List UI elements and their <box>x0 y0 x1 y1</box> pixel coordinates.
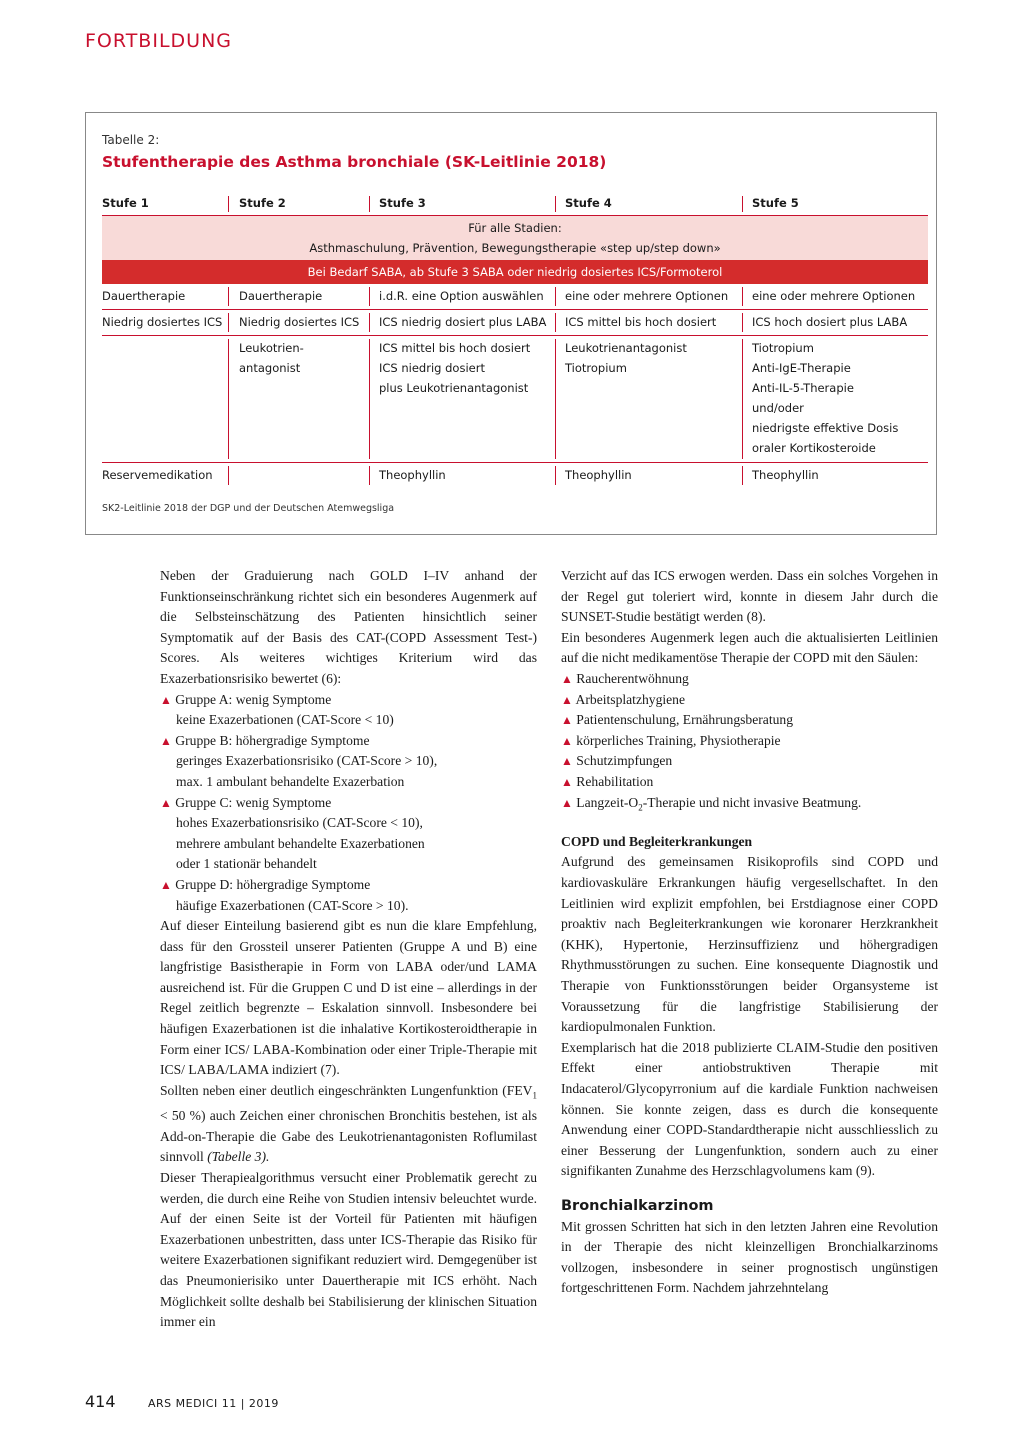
triangle-bullet-icon: ▲ <box>160 692 172 707</box>
list-item: ▲ körperliches Training, Physiotherapie <box>561 732 781 748</box>
triangle-bullet-icon: ▲ <box>160 795 172 810</box>
list-item: ▲ Patientenschulung, Ernährungsberatung <box>561 712 793 728</box>
table-header-cell: Stufe 5 <box>752 196 799 210</box>
all-stages-band <box>102 216 928 260</box>
list-item-detail: geringes Exazerbationsrisiko (CAT-Score > 10), <box>176 753 438 769</box>
table-box <box>85 112 937 535</box>
right-column <box>561 566 938 1299</box>
table-grid <box>102 193 928 488</box>
list-item: ▲ Rehabilitation <box>561 773 654 789</box>
paragraph: Dieser Therapiealgorithmus versucht einer Problematik gerecht zu werden, die durch eine Reihe von Studien intensiv beleuchtet wurde. Auf der einen Seite ist der Vorteil für Patienten mit häufigen Exazerbationen unbestritten, dass unter ICS-Therapie das Risiko für weitere Exazerbationen signifikant reduziert wird. Demgegenüber ist das Pneumonierisiko unter Dauertherapie mit ICS erhöht. Nach Möglichkeit sollte deshalb bei Stabilisierung der klinischen Situation immer ein <box>160 1169 537 1330</box>
table-label: Tabelle 2: <box>102 133 160 147</box>
table-row <box>102 310 928 336</box>
table-row <box>102 284 928 310</box>
list-item-detail: häufige Exazerbationen (CAT-Score > 10). <box>176 897 409 913</box>
triangle-bullet-icon: ▲ <box>160 877 172 892</box>
table-title: Stufentherapie des Asthma bronchiale (SK-Leitlinie 2018) <box>102 153 607 171</box>
list-item: ▲ Arbeitsplatzhygiene <box>561 691 686 707</box>
list-item: ▲ Gruppe A: wenig Symptome <box>160 691 332 707</box>
list-item-detail: mehrere ambulant behandelte Exazerbationen <box>176 835 425 851</box>
table-cell: Niedrig dosiertes ICS <box>102 315 223 329</box>
all-stages-line1: Für alle Stadien: <box>468 221 562 235</box>
paragraph: Mit grossen Schritten hat sich in den letzten Jahren eine Revolution in der Therapie des nicht kleinzelligen Bronchialkarzinoms vollzogen, insbesondere in seiner prognostisch ungünstigen fortgeschrittenen Form. Nachdem jahrzehntelang <box>561 1218 938 1296</box>
table-cell: Theophyllin <box>565 468 632 482</box>
table-cell: ICS mittel bis hoch dosiert ICS niedrig dosiert plus Leukotrienantagonist <box>379 341 531 395</box>
table-header-row <box>102 193 928 216</box>
table-cell: Leukotrienantagonist Tiotropium <box>565 341 687 375</box>
table-header-cell: Stufe 4 <box>565 196 612 210</box>
table-cell: Dauertherapie <box>102 289 186 303</box>
table-cell: Tiotropium Anti-IgE-Therapie Anti-IL-5-Therapie und/oder niedrigste effektive Dosis oraler Kortikosteroide <box>752 341 899 455</box>
all-stages-line2: Asthmaschulung, Prävention, Bewegungstherapie «step up/step down» <box>309 241 721 255</box>
list-item-detail: keine Exazerbationen (CAT-Score < 10) <box>176 712 394 728</box>
list-item: ▲ Gruppe D: höhergradige Symptome <box>160 876 371 892</box>
triangle-bullet-icon: ▲ <box>561 692 573 707</box>
table-cell: i.d.R. eine Option auswählen <box>379 289 544 303</box>
triangle-bullet-icon: ▲ <box>561 671 573 686</box>
triangle-bullet-icon: ▲ <box>561 754 573 769</box>
journal-name: ARS MEDICI 11 | 2019 <box>148 1397 279 1410</box>
paragraph: Ein besonderes Augenmerk legen auch die aktualisierten Leitlinien auf die nicht medikamentöse Therapie der COPD mit den Säulen: <box>561 629 938 666</box>
triangle-bullet-icon: ▲ <box>561 733 573 748</box>
table-cell: ICS hoch dosiert plus LABA <box>752 315 908 329</box>
table-cell: ICS mittel bis hoch dosiert <box>565 315 717 329</box>
list-item: ▲ Schutzimpfungen <box>561 753 673 769</box>
table-footnote: SK2-Leitlinie 2018 der DGP und der Deutschen Atemwegsliga <box>102 503 395 514</box>
paragraph: Exemplarisch hat die 2018 publizierte CLAIM-Studie den positiven Effekt einer antiobstruktiven Therapie mit Indacaterol/Glycopyrronium auf die kardiale Funktion nachweisen können. Sie konnte zeigen, dass es durch die konsequente Anwendung einer COPD-Standardtherapie nicht ausschliesslich zu einer Besserung der Lungenfunktion, sondern auch zu einer signifikanten Zunahme des Herzschlagvolumens kam (9). <box>561 1039 938 1179</box>
table-row <box>102 336 928 463</box>
table-cell: eine oder mehrere Optionen <box>565 289 729 303</box>
subheading: COPD und Begleiterkrankungen <box>561 833 753 849</box>
triangle-bullet-icon: ▲ <box>160 733 172 748</box>
page-number: 414 <box>85 1392 116 1411</box>
list-item: ▲ Raucherentwöhnung <box>561 670 689 686</box>
table-header-cell: Stufe 2 <box>239 196 286 210</box>
table-cell: eine oder mehrere Optionen <box>752 289 916 303</box>
paragraph: Verzicht auf das ICS erwogen werden. Dass ein solches Vorgehen in der Regel gut toleriert wird, konnte in diesem Jahr durch die SUNSET-Studie bestätigt werden (8). <box>561 568 938 625</box>
table-cell: Theophyllin <box>379 468 446 482</box>
table-cell: Leukotrien- antagonist <box>239 341 304 375</box>
list-item: ▲ Gruppe C: wenig Symptome <box>160 794 332 810</box>
triangle-bullet-icon: ▲ <box>561 774 573 789</box>
triangle-bullet-icon: ▲ <box>561 713 573 728</box>
table-cell: Niedrig dosiertes ICS <box>239 315 360 329</box>
table-row <box>102 463 928 488</box>
paragraph: Sollten neben einer deutlich eingeschränkten Lungenfunktion ($FEV_1 < 50$ %) auch Zeichen einer chronischen Bronchitis bestehen, ist als Add-on-Therapie die Gabe des Leukotrienantagonisten Roflumilast sinnvoll (Tabelle 3). <box>160 1082 537 1165</box>
list-item-detail: max. 1 ambulant behandelte Exazerbation <box>176 773 405 789</box>
list-item-detail: hohes Exazerbationsrisiko (CAT-Score < 10), <box>176 815 423 831</box>
list-item: ▲ Gruppe B: höhergradige Symptome <box>160 732 370 748</box>
section-heading: Bronchialkarzinom <box>561 1197 714 1214</box>
paragraph: Auf dieser Einteilung basierend gibt es nun die klare Empfehlung, dass für den Grossteil unserer Patienten (Gruppe A und B) eine langfristige Basistherapie in Form von LABA oder/und LAMA ausreichend ist. Für die Gruppen C und D ist eine – allerdings in der Regel zeitlich begrenzte – Eskalation sinnvoll. Insbesondere bei häufigen Exazerbationen ist die inhalative Kortikosteroidtherapie in Form einer ICS/ LABA-Kombination oder einer Triple-Therapie mit ICS/ LABA/LAMA indiziert (7). <box>160 918 537 1078</box>
left-column <box>160 566 537 1333</box>
list-item-detail: oder 1 stationär behandelt <box>176 856 317 872</box>
table-cell: Dauertherapie <box>239 289 323 303</box>
paragraph: Neben der Graduierung nach GOLD I–IV anhand der Funktionseinschränkung richtet sich ein besonderes Augenmerk auf die Selbsteinschätzung des Patienten hinsichtlich seiner Symptomatik auf der Basis des CAT-(COPD Assessment Test-) Scores. Als weiteres wichtiges Kriterium wird das Exazerbationsrisiko bewertet (6): <box>160 568 537 686</box>
table-cell: Theophyllin <box>752 468 819 482</box>
table-header-cell: Stufe 1 <box>102 196 149 210</box>
list-item: ▲ Langzeit-$O_2$-Therapie und nicht invasive Beatmung. <box>561 794 862 813</box>
table-cell: Reservemedikation <box>102 468 213 482</box>
section-header: FORTBILDUNG <box>85 30 233 52</box>
triangle-bullet-icon: ▲ <box>561 795 573 810</box>
table-cell: ICS niedrig dosiert plus LABA <box>379 315 547 329</box>
table-header-cell: Stufe 3 <box>379 196 426 210</box>
paragraph: Aufgrund des gemeinsamen Risikoprofils sind COPD und kardiovaskuläre Erkrankungen häufig vergesellschaftet. In den Leitlinien wird explizit empfohlen, bei Erstdiagnose einer COPD proaktiv nach Begleiterkrankungen wie koronarer Herzkrankheit (KHK), Hypertonie, Herzinsuffizienz und höhergradigen Rhythmusstörungen zu suchen. Eine konsequente Diagnostik und Therapie von Funktionsstörungen beider Organsysteme ist Voraussetzung für die langfristige Stabilisierung der kardiopulmonalen Funktion. <box>561 854 938 1035</box>
bedarf-band: Bei Bedarf SABA, ab Stufe 3 SABA oder niedrig dosiertes ICS/Formoterol <box>102 260 928 284</box>
